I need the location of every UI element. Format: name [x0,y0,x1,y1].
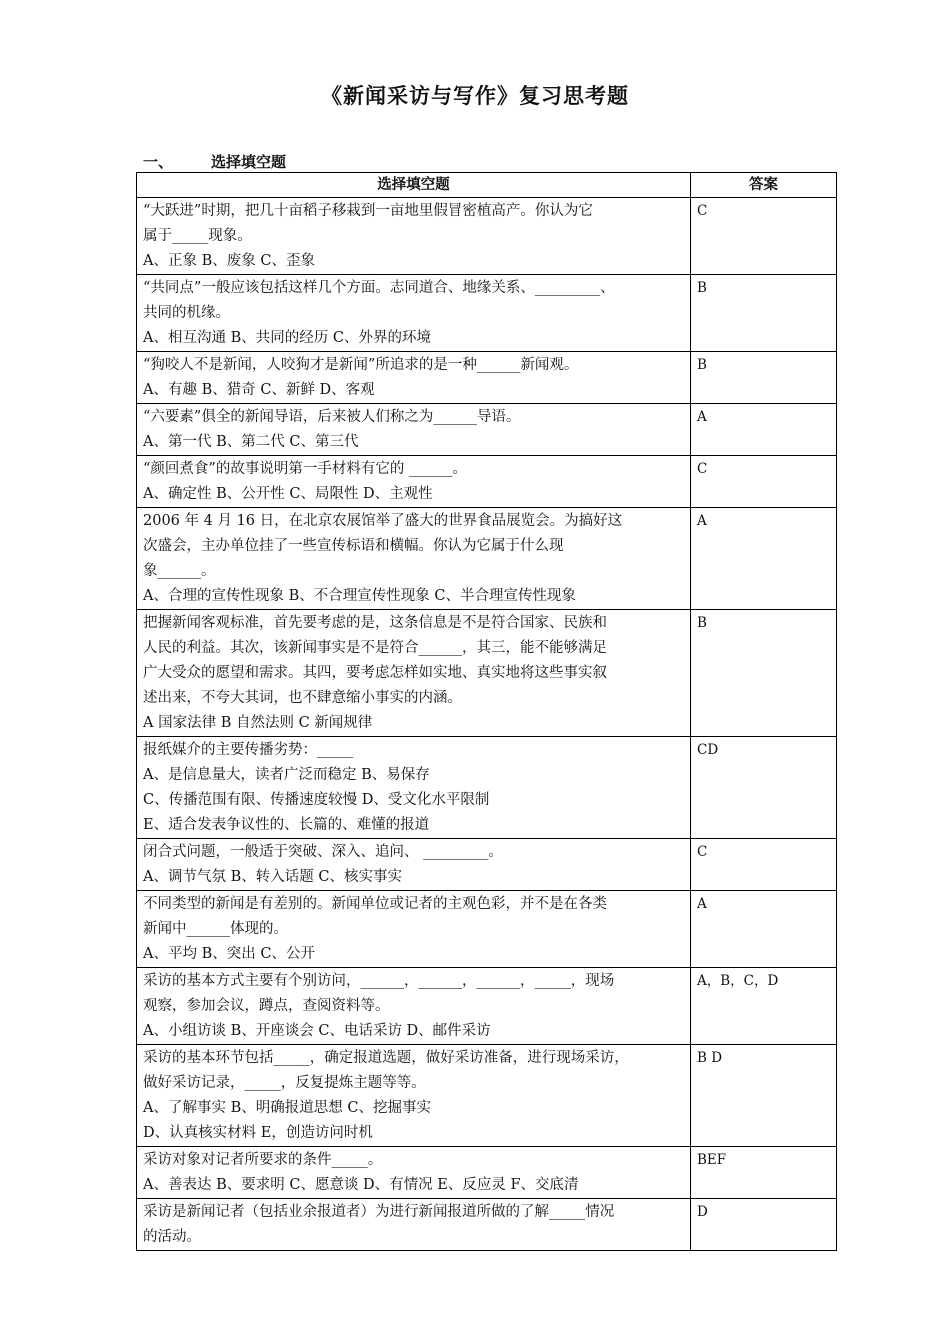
table-row [137,839,837,891]
question-table [136,172,837,1251]
table-row [137,610,837,737]
question-line: A、了解事实 B、明确报道思想 C、挖掘事实 [143,1100,431,1116]
question-line: 2006 年 4 月 16 日，在北京农展馆举了盛大的世界食品展览会。为搞好这 [143,513,623,529]
table-row [137,1045,837,1147]
page-title: 《新闻采访与写作》复习思考题 [321,84,629,108]
question-line: A、相互沟通 B、共同的经历 C、外界的环境 [143,330,431,346]
answer-cell: B [691,352,837,404]
question-line: A、合理的宣传性现象 B、不合理宣传性现象 C、半合理宣传性现象 [143,588,576,604]
question-line: 新闻中______体现的。 [143,921,288,937]
question-cell [137,839,691,891]
question-line: “共同点”一般应该包括这样几个方面。志同道合、地缘关系、_________、 [143,280,615,296]
question-line: “六要素”俱全的新闻导语，后来被人们称之为______导语。 [143,409,521,425]
question-cell [137,1147,691,1199]
table-row [137,352,837,404]
section-name: 选择填空题 [211,153,287,171]
question-line: A、确定性 B、公开性 C、局限性 D、主观性 [143,486,433,502]
answer-cell: A [691,404,837,456]
answer-cell: C [691,198,837,275]
answer-cell: BEF [691,1147,837,1199]
question-line: 采访对象对记者所要求的条件_____。 [143,1152,383,1168]
table-row [137,1199,837,1251]
question-line: 述出来，不夸大其词，也不肆意缩小事实的内涵。 [143,690,462,706]
question-line: A 国家法律 B 自然法则 C 新闻规律 [143,715,373,731]
question-line: E、适合发表争议性的、长篇的、难懂的报道 [143,817,430,833]
question-cell [137,1199,691,1251]
question-cell [137,968,691,1045]
question-line: 人民的利益。其次，该新闻事实是不是符合______，其三，能不能够满足 [143,640,607,656]
answer-cell: B [691,610,837,737]
question-line: “颜回煮食”的故事说明第一手材料有它的 ______。 [143,461,467,477]
question-line: 采访的基本环节包括_____，确定报道选题，做好采访准备，进行现场采访， [143,1050,629,1066]
question-cell [137,1045,691,1147]
answer-cell: B D [691,1045,837,1147]
table-row [137,1147,837,1199]
question-line: 共同的机缘。 [143,305,230,321]
question-line: 观察，参加会议，蹲点，查阅资料等。 [143,998,390,1014]
question-line: 不同类型的新闻是有差别的。新闻单位或记者的主观色彩，并不是在各类 [143,896,607,912]
question-line: 广大受众的愿望和需求。其四，要考虑怎样如实地、真实地将这些事实叙 [143,665,607,681]
question-line: A、正象 B、废象 C、歪象 [143,253,315,269]
question-line: 把握新闻客观标准，首先要考虑的是，这条信息是不是符合国家、民族和 [143,615,607,631]
answer-cell: CD [691,737,837,839]
question-line: 次盛会，主办单位挂了一些宣传标语和横幅。你认为它属于什么现 [143,538,564,554]
question-cell [137,404,691,456]
question-line: “狗咬人不是新闻，人咬狗才是新闻”所追求的是一种______新闻观。 [143,357,579,373]
question-line: 的活动。 [143,1229,201,1245]
table-row [137,737,837,839]
question-line: A、有趣 B、猎奇 C、新鲜 D、客观 [143,382,375,398]
table-row [137,968,837,1045]
question-cell [137,508,691,610]
table-row [137,275,837,352]
question-line: D、认真核实材料 E，创造访问时机 [143,1125,373,1141]
answer-cell: A [691,891,837,968]
question-line: “大跃进”时期，把几十亩稻子移栽到一亩地里假冒密植高产。你认为它 [143,203,593,219]
question-line: 报纸媒介的主要传播劣势：_____ [143,742,354,758]
answer-cell: D [691,1199,837,1251]
header-answer: 答案 [691,173,837,198]
table-row [137,508,837,610]
table-header-row [137,173,837,198]
table-body [137,198,837,1251]
question-cell [137,891,691,968]
section-heading [143,151,286,172]
question-line: A、平均 B、突出 C、公开 [143,946,315,962]
table-row [137,198,837,275]
question-cell [137,198,691,275]
question-line: 采访是新闻记者（包括业余报道者）为进行新闻报道所做的了解_____情况 [143,1204,615,1220]
answer-cell: A [691,508,837,610]
header-question: 选择填空题 [137,173,691,198]
answer-cell: C [691,839,837,891]
question-line: C、传播范围有限、传播速度较慢 D、受文化水平限制 [143,792,490,808]
question-cell [137,456,691,508]
question-cell [137,275,691,352]
question-line: 采访的基本方式主要有个别访问，______，______，______，_____，现场 [143,973,615,989]
question-cell [137,352,691,404]
answer-cell: B [691,275,837,352]
table-row [137,404,837,456]
section-number: 一、 [143,153,174,171]
question-line: A、调节气氛 B、转入话题 C、核实事实 [143,869,402,885]
question-cell [137,737,691,839]
table-row [137,891,837,968]
question-line: A、第一代 B、第二代 C、第三代 [143,434,359,450]
question-cell [137,610,691,737]
question-line: 做好采访记录，_____，反复提炼主题等等。 [143,1075,426,1091]
answer-cell: A，B，C，D [691,968,837,1045]
question-line: A、小组访谈 B、开座谈会 C、电话采访 D、邮件采访 [143,1023,491,1039]
question-line: A、是信息量大，读者广泛而稳定 B、易保存 [143,767,430,783]
question-line: 属于_____现象。 [143,228,252,244]
question-line: 象______。 [143,563,216,579]
answer-cell: C [691,456,837,508]
table-row [137,456,837,508]
question-line: A、善表达 B、要求明 C、愿意谈 D、有情况 E、反应灵 F、交底清 [143,1177,579,1193]
question-line: 闭合式问题，一般适于突破、深入、追问、 _________。 [143,844,503,860]
